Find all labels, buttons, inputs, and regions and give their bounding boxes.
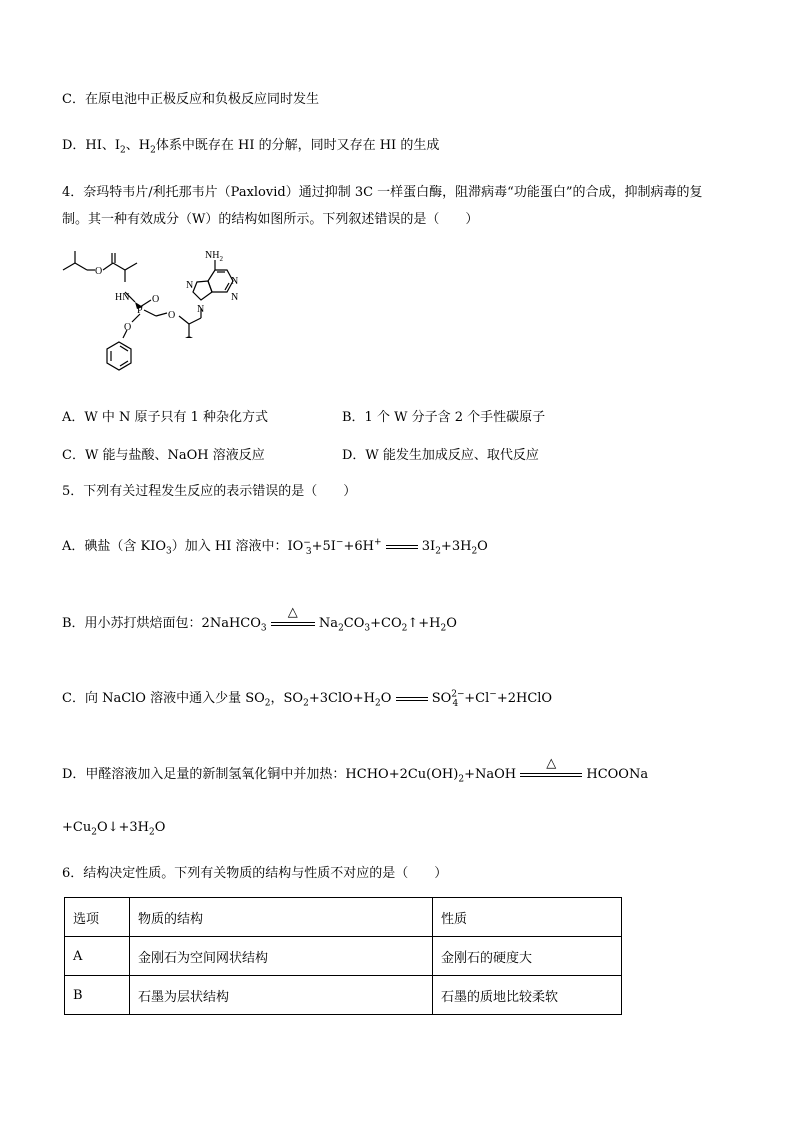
atom-n9: N <box>197 304 205 315</box>
atom-n3: N <box>231 292 239 303</box>
table-row <box>65 937 622 976</box>
equals-sign <box>396 697 428 701</box>
q4-option-d[interactable]: D．W 能发生加成反应、取代反应 <box>342 448 539 463</box>
atom-p: P <box>137 305 143 316</box>
table-row <box>65 976 622 1015</box>
q5-option-b[interactable]: B．用小苏打烘焙面包：2NaHCO$_3$ △ $Na_2CO_3+CO_2↑+H_2O$ <box>62 604 457 634</box>
q5-option-a[interactable]: A．碘盐（含 $KIO_3$）加入 HI 溶液中：$IO^-_3+5I^-+6H^+$ $3I_2+3H_2O$ <box>62 537 488 557</box>
header-property: 性质 <box>433 898 622 937</box>
atom-o-ester: O <box>95 266 103 277</box>
molecule-structure-w <box>55 250 270 375</box>
q5-option-d-line1[interactable]: D．甲醛溶液加入足量的新制氢氧化铜中并加热：$HCHO+2Cu(OH)_2+NaOH$ △ HCOONa <box>62 755 649 785</box>
cell-option: B <box>65 976 130 1015</box>
q4-option-b[interactable]: B．1 个 W 分子含 2 个手性碳原子 <box>342 410 546 425</box>
atom-nh2: $NH_2$ <box>205 250 223 263</box>
cell-property: 石墨的质地比较柔软 <box>433 976 622 1015</box>
atom-n1: N <box>231 276 239 287</box>
atom-o-phosphoryl: O <box>152 294 160 305</box>
q5-option-c[interactable]: C．向 NaClO 溶液中通入少量 $SO_2$，$SO_2+3ClO+H_2O$ $SO^{2-}_4$ +Cl−+2HClO <box>62 689 553 709</box>
table-header-row <box>65 898 622 937</box>
heat-arrow: △ <box>271 622 315 626</box>
cell-property: 金刚石的硬度大 <box>433 937 622 976</box>
q5-stem: 5．下列有关过程发生反应的表示错误的是（ ） <box>62 484 357 499</box>
q4-options-row2 <box>62 444 742 462</box>
heat-arrow: △ <box>520 773 582 777</box>
cell-structure: 石墨为层状结构 <box>130 976 433 1015</box>
q4-options-row1 <box>62 406 742 424</box>
atom-o-phenoxy: O <box>124 322 132 333</box>
cell-structure: 金刚石为空间网状结构 <box>130 937 433 976</box>
q4-option-c[interactable]: C．W 能与盐酸、NaOH 溶液反应 <box>62 448 265 463</box>
q4-stem-line1: 4．奈玛特韦片/利托那韦片（Paxlovid）通过抑制 3C 一样蛋白酶，阻滞病毒“功能蛋白”的合成，抑制病毒的复 <box>62 185 703 200</box>
q4-option-a[interactable]: A．W 中 N 原子只有 1 种杂化方式 <box>62 410 269 425</box>
q6-stem: 6．结构决定性质。下列有关物质的结构与性质不对应的是（ ） <box>62 866 448 881</box>
atom-hn: HN <box>115 292 130 303</box>
equals-sign <box>386 545 418 549</box>
q6-table <box>64 897 622 1015</box>
cell-option: A <box>65 937 130 976</box>
q4-stem-line2: 制。其一种有效成分（W）的结构如图所示。下列叙述错误的是（ ） <box>62 212 479 227</box>
q3-option-d: D．HI、$I_2$、$H_2$体系中既存在 HI 的分解，同时又存在 HI 的生成 <box>62 138 440 156</box>
q3-option-c: C．在原电池中正极反应和负极反应同时发生 <box>62 92 319 107</box>
q5-option-d-line2: $+Cu_2O↓+3H_2O$ <box>62 820 166 838</box>
atom-o-ether: O <box>168 310 176 321</box>
atom-n7: N <box>186 280 194 291</box>
header-option: 选项 <box>65 898 130 937</box>
header-structure: 物质的结构 <box>130 898 433 937</box>
